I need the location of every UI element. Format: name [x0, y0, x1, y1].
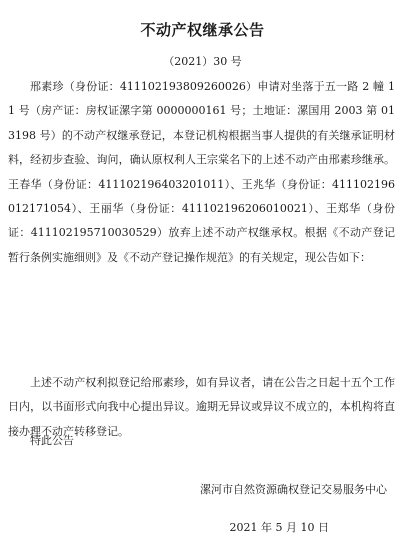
issuer-name: 漯河市自然资源确权登记交易服务中心	[200, 483, 387, 496]
notice-paragraph-objection: 上述不动产权利拟登记给邢素珍，如有异议者，请在公告之日起十五个工作日内，以书面形式向我中心提出异议。逾期无异议或异议不成立的，本机构将直接办理不动产转移登记。	[8, 376, 395, 438]
notice-number: （2021）30 号	[163, 55, 242, 68]
notice-closing: 特此公告	[30, 434, 74, 447]
notice-title: 不动产权继承公告	[140, 21, 265, 39]
notice-paragraph-main: 邢素珍（身份证：411102193809260026）申请对坐落于五一路 2 幢 11 号（房产证：房权证漯字第 0000000161 号；土地证：漯国用 2003 第 013198 号）的不动产权继承登记，本登记机构根据当事人提供的有关继承证明材料，经初步查验、询问，确认原权利人王宗棠名下的上述不动产由邢素珍继承。王春华（身份证：411102196403201011）、王兆华（身份证：411102196012171054）、王丽华（身份证：411102196206010021）、王郑华（身份证：411102195710030529）放弃上述不动产权继承权。根据《不动产登记暂行条例实施细则》及《不动产登记操作规范》的有关规定，现公告如下：	[8, 80, 395, 264]
notice-date: 2021 年 5 月 10 日	[229, 521, 329, 534]
